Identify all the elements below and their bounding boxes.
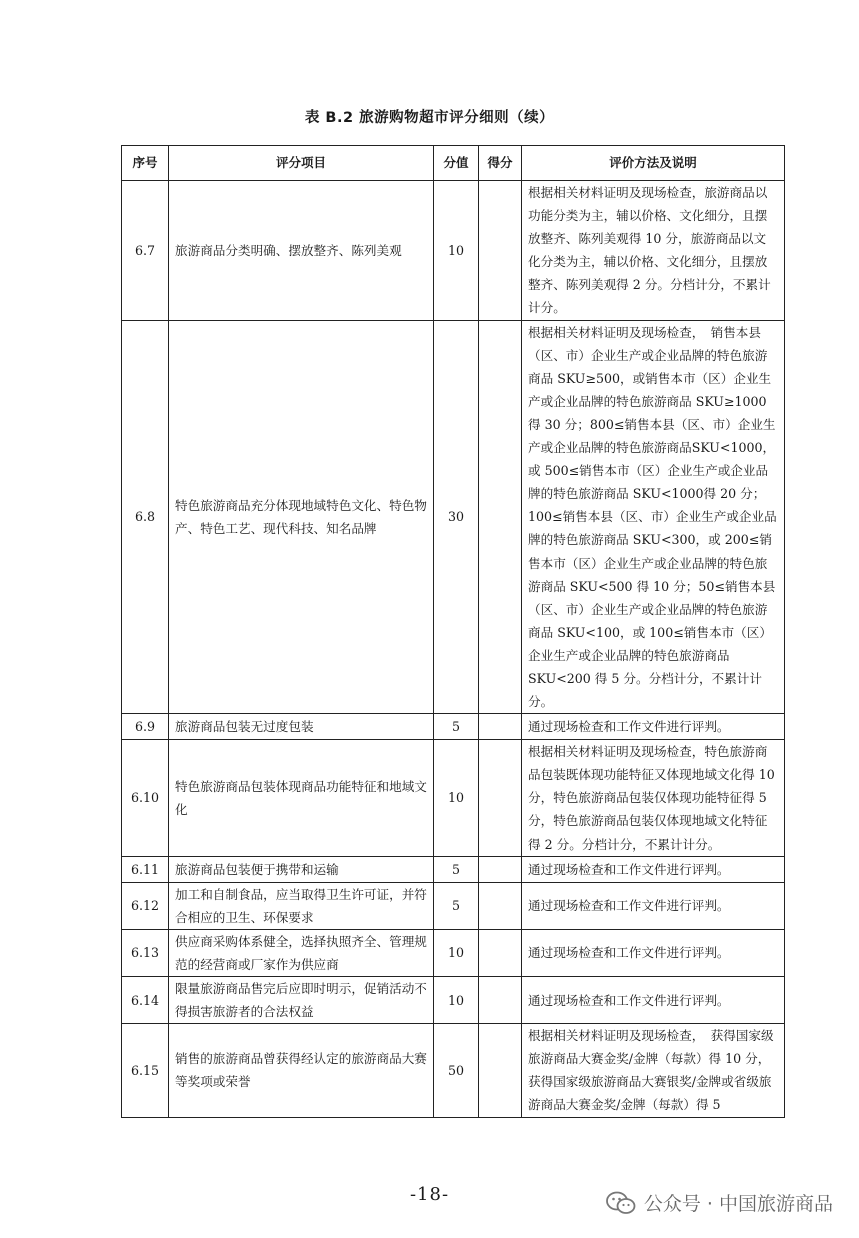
table-caption: 表 B.2 旅游购物超市评分细则（续） <box>304 110 555 126</box>
table-row <box>122 882 785 929</box>
row-number: 6.7 <box>122 181 169 321</box>
header-score: 得分 <box>479 146 522 181</box>
row-points: 10 <box>434 181 479 321</box>
row-number: 6.9 <box>122 714 169 740</box>
row-item: 销售的旅游商品曾获得经认定的旅游商品大赛等奖项或荣誉 <box>169 1024 434 1117</box>
row-points: 5 <box>434 882 479 929</box>
row-method: 根据相关材料证明及现场检查， 获得国家级旅游商品大赛金奖/金牌（每款）得 10 分，获得国家级旅游商品大赛银奖/金牌或省级旅游商品大赛金奖/金牌（每款）得 5 <box>522 1024 785 1117</box>
row-item: 旅游商品包装无过度包装 <box>169 714 434 740</box>
row-number: 6.10 <box>122 740 169 856</box>
row-number: 6.14 <box>122 977 169 1024</box>
row-method: 通过现场检查和工作文件进行评判。 <box>522 977 785 1024</box>
row-points: 5 <box>434 714 479 740</box>
row-item: 旅游商品包装便于携带和运输 <box>169 856 434 882</box>
row-method: 通过现场检查和工作文件进行评判。 <box>522 929 785 976</box>
row-number: 6.12 <box>122 882 169 929</box>
table-row <box>122 320 785 714</box>
row-number: 6.8 <box>122 320 169 714</box>
row-number: 6.11 <box>122 856 169 882</box>
row-number: 6.15 <box>122 1024 169 1117</box>
header-item: 评分项目 <box>169 146 434 181</box>
header-no: 序号 <box>122 146 169 181</box>
row-method: 通过现场检查和工作文件进行评判。 <box>522 856 785 882</box>
row-method: 通过现场检查和工作文件进行评判。 <box>522 882 785 929</box>
row-score <box>479 181 522 321</box>
row-score <box>479 929 522 976</box>
row-method: 根据相关材料证明及现场检查， 销售本县（区、市）企业生产或企业品牌的特色旅游商品 SKU≥500，或销售本市（区）企业生产或企业品牌的特色旅游商品 SKU≥1000 得 30 分；800≤销售本县（区、市）企业生产或企业品牌的特色旅游商品SKU<1000，或 500≤销售本市（区）企业生产或企业品牌的特色旅游商品 SKU<1000得 20 分；100≤销售本县（区、市）企业生产或企业品牌的特色旅游商品 SKU<300，或 200≤销售本市（区）企业生产或企业品牌的特色旅游商品 SKU<500 得 10 分；50≤销售本县（区、市）企业生产或企业品牌的特色旅游商品 SKU<100，或 100≤销售本市（区）企业生产或企业品牌的特色旅游商品 SKU<200 得 5 分。分档计分，不累计计分。 <box>522 320 785 714</box>
row-points: 50 <box>434 1024 479 1117</box>
row-method: 通过现场检查和工作文件进行评判。 <box>522 714 785 740</box>
row-score <box>479 1024 522 1117</box>
row-points: 10 <box>434 740 479 856</box>
row-points: 10 <box>434 929 479 976</box>
watermark-text: 公众号 · 中国旅游商品 <box>643 1193 833 1215</box>
header-points: 分值 <box>434 146 479 181</box>
row-points: 10 <box>434 977 479 1024</box>
row-item: 特色旅游商品充分体现地域特色文化、特色物产、特色工艺、现代科技、知名品牌 <box>169 320 434 714</box>
row-points: 5 <box>434 856 479 882</box>
row-score <box>479 320 522 714</box>
wechat-icon <box>606 1191 636 1215</box>
row-item: 供应商采购体系健全，选择执照齐全、管理规范的经营商或厂家作为供应商 <box>169 929 434 976</box>
table-row <box>122 977 785 1024</box>
row-score <box>479 740 522 856</box>
row-item: 限量旅游商品售完后应即时明示，促销活动不得损害旅游者的合法权益 <box>169 977 434 1024</box>
watermark <box>606 1189 833 1216</box>
row-method: 根据相关材料证明及现场检查，特色旅游商品包装既体现功能特征又体现地域文化得 10 分，特色旅游商品包装仅体现功能特征得 5 分，特色旅游商品包装仅体现地域文化特征得 2 分。分档计分，不累计计分。 <box>522 740 785 856</box>
table-row <box>122 929 785 976</box>
table-row <box>122 1024 785 1117</box>
table-row <box>122 740 785 856</box>
table-row <box>122 856 785 882</box>
row-number: 6.13 <box>122 929 169 976</box>
row-points: 30 <box>434 320 479 714</box>
row-score <box>479 882 522 929</box>
row-score <box>479 977 522 1024</box>
row-item: 特色旅游商品包装体现商品功能特征和地域文化 <box>169 740 434 856</box>
page-number: -18- <box>409 1184 450 1205</box>
row-score <box>479 714 522 740</box>
scoring-table <box>121 145 785 1118</box>
table-row <box>122 181 785 321</box>
table-header-row <box>122 146 785 181</box>
row-method: 根据相关材料证明及现场检查，旅游商品以功能分类为主，辅以价格、文化细分，且摆放整齐、陈列美观得 10 分，旅游商品以文化分类为主，辅以价格、文化细分，且摆放整齐、陈列美观得 2 分。分档计分，不累计计分。 <box>522 181 785 321</box>
row-item: 旅游商品分类明确、摆放整齐、陈列美观 <box>169 181 434 321</box>
table-row <box>122 714 785 740</box>
header-method: 评价方法及说明 <box>522 146 785 181</box>
row-score <box>479 856 522 882</box>
row-item: 加工和自制食品，应当取得卫生许可证，并符合相应的卫生、环保要求 <box>169 882 434 929</box>
